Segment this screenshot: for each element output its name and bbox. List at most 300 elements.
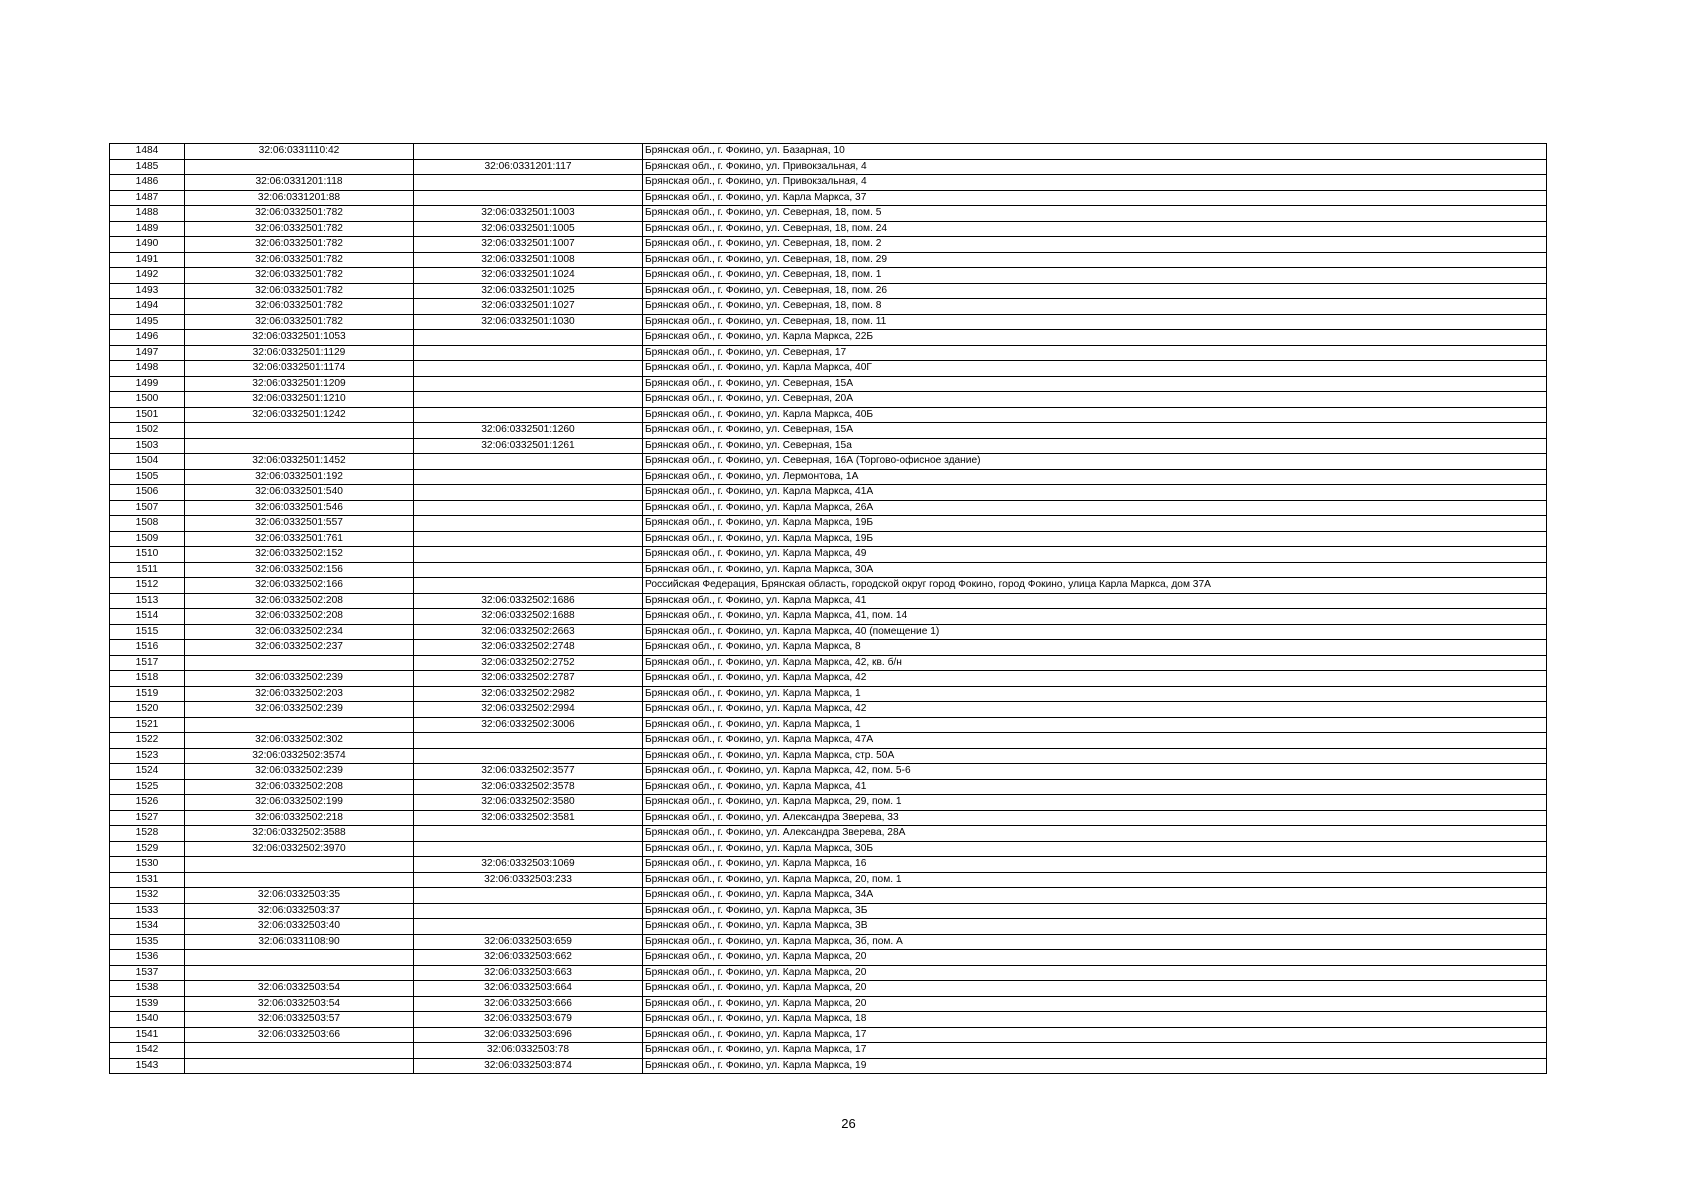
table-row <box>110 299 1547 315</box>
row-number-cell: 1527 <box>110 810 185 826</box>
building-cadastral-number-cell <box>414 345 643 361</box>
land-cadastral-number-cell: 32:06:0332503:66 <box>185 1027 414 1043</box>
building-cadastral-number-cell <box>414 485 643 501</box>
building-cadastral-number-cell: 32:06:0332501:1027 <box>414 299 643 315</box>
address-cell: Брянская обл., г. Фокино, ул. Карла Маркса, 20 <box>643 981 1547 997</box>
land-cadastral-number-cell: 32:06:0332501:1210 <box>185 392 414 408</box>
table-row <box>110 748 1547 764</box>
table-row <box>110 655 1547 671</box>
land-cadastral-number-cell: 32:06:0332501:782 <box>185 252 414 268</box>
address-cell: Брянская обл., г. Фокино, ул. Привокзальная, 4 <box>643 159 1547 175</box>
land-cadastral-number-cell: 32:06:0332501:1242 <box>185 407 414 423</box>
address-cell: Брянская обл., г. Фокино, ул. Карла Маркса, 29, пом. 1 <box>643 795 1547 811</box>
row-number-cell: 1512 <box>110 578 185 594</box>
table-row <box>110 686 1547 702</box>
address-cell: Брянская обл., г. Фокино, ул. Карла Маркса, 3Б <box>643 903 1547 919</box>
address-cell: Брянская обл., г. Фокино, ул. Карла Маркса, 41А <box>643 485 1547 501</box>
building-cadastral-number-cell: 32:06:0332503:874 <box>414 1058 643 1074</box>
row-number-cell: 1534 <box>110 919 185 935</box>
address-cell: Брянская обл., г. Фокино, ул. Северная, 18, пом. 29 <box>643 252 1547 268</box>
address-cell: Брянская обл., г. Фокино, ул. Северная, 15А <box>643 376 1547 392</box>
table-row <box>110 826 1547 842</box>
row-number-cell: 1521 <box>110 717 185 733</box>
land-cadastral-number-cell: 32:06:0332503:37 <box>185 903 414 919</box>
row-number-cell: 1503 <box>110 438 185 454</box>
building-cadastral-number-cell <box>414 578 643 594</box>
building-cadastral-number-cell: 32:06:0332503:679 <box>414 1012 643 1028</box>
row-number-cell: 1538 <box>110 981 185 997</box>
row-number-cell: 1522 <box>110 733 185 749</box>
address-cell: Брянская обл., г. Фокино, ул. Карла Маркса, 18 <box>643 1012 1547 1028</box>
address-cell: Брянская обл., г. Фокино, ул. Карла Маркса, 3В <box>643 919 1547 935</box>
land-cadastral-number-cell: 32:06:0332503:54 <box>185 996 414 1012</box>
building-cadastral-number-cell <box>414 175 643 191</box>
land-cadastral-number-cell: 32:06:0332501:557 <box>185 516 414 532</box>
address-cell: Брянская обл., г. Фокино, ул. Карла Маркса, 16 <box>643 857 1547 873</box>
address-cell: Брянская обл., г. Фокино, ул. Карла Маркса, 40Г <box>643 361 1547 377</box>
table-row <box>110 934 1547 950</box>
table-row <box>110 810 1547 826</box>
row-number-cell: 1491 <box>110 252 185 268</box>
land-cadastral-number-cell: 32:06:0332502:237 <box>185 640 414 656</box>
land-cadastral-number-cell: 32:06:0332502:3588 <box>185 826 414 842</box>
land-cadastral-number-cell: 32:06:0331201:88 <box>185 190 414 206</box>
address-cell: Брянская обл., г. Фокино, ул. Северная, 18, пом. 1 <box>643 268 1547 284</box>
address-cell: Брянская обл., г. Фокино, ул. Привокзальная, 4 <box>643 175 1547 191</box>
land-cadastral-number-cell: 32:06:0332503:35 <box>185 888 414 904</box>
row-number-cell: 1526 <box>110 795 185 811</box>
land-cadastral-number-cell <box>185 717 414 733</box>
row-number-cell: 1490 <box>110 237 185 253</box>
table-row <box>110 314 1547 330</box>
table-row <box>110 702 1547 718</box>
land-cadastral-number-cell: 32:06:0332501:782 <box>185 237 414 253</box>
building-cadastral-number-cell: 32:06:0332503:233 <box>414 872 643 888</box>
land-cadastral-number-cell <box>185 1058 414 1074</box>
building-cadastral-number-cell: 32:06:0332501:1003 <box>414 206 643 222</box>
row-number-cell: 1528 <box>110 826 185 842</box>
row-number-cell: 1502 <box>110 423 185 439</box>
address-cell: Брянская обл., г. Фокино, ул. Карла Маркса, 1 <box>643 686 1547 702</box>
address-cell: Брянская обл., г. Фокино, ул. Карла Маркса, 42, пом. 5-6 <box>643 764 1547 780</box>
table-row <box>110 330 1547 346</box>
table-row <box>110 1043 1547 1059</box>
address-cell: Брянская обл., г. Фокино, ул. Карла Маркса, стр. 50А <box>643 748 1547 764</box>
table-row <box>110 237 1547 253</box>
address-cell: Брянская обл., г. Фокино, ул. Александра Зверева, 33 <box>643 810 1547 826</box>
address-cell: Брянская обл., г. Фокино, ул. Северная, 18, пом. 5 <box>643 206 1547 222</box>
table-row <box>110 190 1547 206</box>
building-cadastral-number-cell <box>414 454 643 470</box>
building-cadastral-number-cell <box>414 190 643 206</box>
row-number-cell: 1485 <box>110 159 185 175</box>
building-cadastral-number-cell: 32:06:0332501:1260 <box>414 423 643 439</box>
building-cadastral-number-cell <box>414 547 643 563</box>
table-row <box>110 671 1547 687</box>
building-cadastral-number-cell <box>414 376 643 392</box>
land-cadastral-number-cell: 32:06:0332501:546 <box>185 500 414 516</box>
building-cadastral-number-cell: 32:06:0332501:1030 <box>414 314 643 330</box>
land-cadastral-number-cell: 32:06:0332501:782 <box>185 314 414 330</box>
row-number-cell: 1498 <box>110 361 185 377</box>
table-row <box>110 624 1547 640</box>
row-number-cell: 1523 <box>110 748 185 764</box>
row-number-cell: 1489 <box>110 221 185 237</box>
building-cadastral-number-cell <box>414 531 643 547</box>
address-cell: Брянская обл., г. Фокино, ул. Карла Маркса, 49 <box>643 547 1547 563</box>
row-number-cell: 1514 <box>110 609 185 625</box>
table-row <box>110 996 1547 1012</box>
land-cadastral-number-cell: 32:06:0332501:761 <box>185 531 414 547</box>
row-number-cell: 1486 <box>110 175 185 191</box>
land-cadastral-number-cell: 32:06:0332502:239 <box>185 671 414 687</box>
row-number-cell: 1524 <box>110 764 185 780</box>
row-number-cell: 1541 <box>110 1027 185 1043</box>
building-cadastral-number-cell: 32:06:0332503:1069 <box>414 857 643 873</box>
table-row <box>110 593 1547 609</box>
table-row <box>110 640 1547 656</box>
table-row <box>110 392 1547 408</box>
address-cell: Брянская обл., г. Фокино, ул. Карла Маркса, 40 (помещение 1) <box>643 624 1547 640</box>
land-cadastral-number-cell: 32:06:0332502:302 <box>185 733 414 749</box>
row-number-cell: 1542 <box>110 1043 185 1059</box>
land-cadastral-number-cell: 32:06:0332502:239 <box>185 702 414 718</box>
row-number-cell: 1488 <box>110 206 185 222</box>
property-table <box>109 143 1547 1074</box>
row-number-cell: 1519 <box>110 686 185 702</box>
table-row <box>110 903 1547 919</box>
land-cadastral-number-cell: 32:06:0332501:1129 <box>185 345 414 361</box>
land-cadastral-number-cell <box>185 159 414 175</box>
address-cell: Брянская обл., г. Фокино, ул. Карла Маркса, 30А <box>643 562 1547 578</box>
address-cell: Брянская обл., г. Фокино, ул. Карла Маркса, 17 <box>643 1027 1547 1043</box>
row-number-cell: 1500 <box>110 392 185 408</box>
address-cell: Брянская обл., г. Фокино, ул. Карла Маркса, 40Б <box>643 407 1547 423</box>
building-cadastral-number-cell: 32:06:0332501:1005 <box>414 221 643 237</box>
row-number-cell: 1494 <box>110 299 185 315</box>
land-cadastral-number-cell: 32:06:0332502:208 <box>185 593 414 609</box>
land-cadastral-number-cell: 32:06:0332502:156 <box>185 562 414 578</box>
table-row <box>110 516 1547 532</box>
address-cell: Брянская обл., г. Фокино, ул. Карла Маркса, 42 <box>643 671 1547 687</box>
address-cell: Брянская обл., г. Фокино, ул. Карла Маркса, 20 <box>643 965 1547 981</box>
table-body <box>110 144 1547 1074</box>
building-cadastral-number-cell <box>414 144 643 160</box>
building-cadastral-number-cell <box>414 826 643 842</box>
land-cadastral-number-cell: 32:06:0331110:42 <box>185 144 414 160</box>
table-row <box>110 159 1547 175</box>
table-row <box>110 531 1547 547</box>
address-cell: Брянская обл., г. Фокино, ул. Карла Маркса, 41 <box>643 593 1547 609</box>
address-cell: Брянская обл., г. Фокино, ул. Базарная, 10 <box>643 144 1547 160</box>
table-row <box>110 981 1547 997</box>
address-cell: Российская Федерация, Брянская область, городской округ город Фокино, город Фокино, улица Карла Маркса, дом 37А <box>643 578 1547 594</box>
address-cell: Брянская обл., г. Фокино, ул. Северная, 15а <box>643 438 1547 454</box>
row-number-cell: 1540 <box>110 1012 185 1028</box>
row-number-cell: 1516 <box>110 640 185 656</box>
land-cadastral-number-cell: 32:06:0332501:782 <box>185 221 414 237</box>
table-row <box>110 733 1547 749</box>
table-row <box>110 795 1547 811</box>
row-number-cell: 1543 <box>110 1058 185 1074</box>
table-row <box>110 454 1547 470</box>
building-cadastral-number-cell: 32:06:0332502:2982 <box>414 686 643 702</box>
land-cadastral-number-cell <box>185 857 414 873</box>
building-cadastral-number-cell: 32:06:0332501:1007 <box>414 237 643 253</box>
row-number-cell: 1496 <box>110 330 185 346</box>
table-row <box>110 919 1547 935</box>
land-cadastral-number-cell: 32:06:0332502:203 <box>185 686 414 702</box>
building-cadastral-number-cell: 32:06:0332501:1024 <box>414 268 643 284</box>
table-row <box>110 779 1547 795</box>
building-cadastral-number-cell <box>414 919 643 935</box>
table-row <box>110 841 1547 857</box>
land-cadastral-number-cell <box>185 438 414 454</box>
building-cadastral-number-cell: 32:06:0332503:696 <box>414 1027 643 1043</box>
land-cadastral-number-cell <box>185 965 414 981</box>
building-cadastral-number-cell: 32:06:0331201:117 <box>414 159 643 175</box>
address-cell: Брянская обл., г. Фокино, ул. Карла Маркса, 26А <box>643 500 1547 516</box>
address-cell: Брянская обл., г. Фокино, ул. Северная, 15А <box>643 423 1547 439</box>
row-number-cell: 1510 <box>110 547 185 563</box>
table-row <box>110 764 1547 780</box>
land-cadastral-number-cell: 32:06:0332503:54 <box>185 981 414 997</box>
land-cadastral-number-cell: 32:06:0332502:239 <box>185 764 414 780</box>
land-cadastral-number-cell: 32:06:0332503:40 <box>185 919 414 935</box>
building-cadastral-number-cell: 32:06:0332503:666 <box>414 996 643 1012</box>
row-number-cell: 1487 <box>110 190 185 206</box>
row-number-cell: 1495 <box>110 314 185 330</box>
building-cadastral-number-cell: 32:06:0332502:3006 <box>414 717 643 733</box>
land-cadastral-number-cell: 32:06:0332503:57 <box>185 1012 414 1028</box>
address-cell: Брянская обл., г. Фокино, ул. Карла Маркса, 30Б <box>643 841 1547 857</box>
table-row <box>110 1027 1547 1043</box>
row-number-cell: 1499 <box>110 376 185 392</box>
land-cadastral-number-cell: 32:06:0332501:1452 <box>185 454 414 470</box>
land-cadastral-number-cell: 32:06:0332502:152 <box>185 547 414 563</box>
building-cadastral-number-cell <box>414 903 643 919</box>
building-cadastral-number-cell <box>414 733 643 749</box>
table-row <box>110 175 1547 191</box>
table-row <box>110 872 1547 888</box>
table-row <box>110 1012 1547 1028</box>
row-number-cell: 1513 <box>110 593 185 609</box>
row-number-cell: 1532 <box>110 888 185 904</box>
address-cell: Брянская обл., г. Фокино, ул. Северная, 20А <box>643 392 1547 408</box>
row-number-cell: 1501 <box>110 407 185 423</box>
address-cell: Брянская обл., г. Фокино, ул. Северная, 18, пом. 8 <box>643 299 1547 315</box>
address-cell: Брянская обл., г. Фокино, ул. Карла Маркса, 20 <box>643 996 1547 1012</box>
address-cell: Брянская обл., г. Фокино, ул. Северная, 16А (Торгово-офисное здание) <box>643 454 1547 470</box>
table-row <box>110 361 1547 377</box>
row-number-cell: 1520 <box>110 702 185 718</box>
land-cadastral-number-cell: 32:06:0332501:782 <box>185 299 414 315</box>
address-cell: Брянская обл., г. Фокино, ул. Карла Маркса, 42, кв. б/н <box>643 655 1547 671</box>
table-row <box>110 1058 1547 1074</box>
building-cadastral-number-cell: 32:06:0332502:3581 <box>414 810 643 826</box>
row-number-cell: 1535 <box>110 934 185 950</box>
table-row <box>110 345 1547 361</box>
address-cell: Брянская обл., г. Фокино, ул. Карла Маркса, 42 <box>643 702 1547 718</box>
table-row <box>110 438 1547 454</box>
building-cadastral-number-cell <box>414 516 643 532</box>
table-row <box>110 857 1547 873</box>
row-number-cell: 1511 <box>110 562 185 578</box>
land-cadastral-number-cell <box>185 655 414 671</box>
building-cadastral-number-cell: 32:06:0332502:1686 <box>414 593 643 609</box>
building-cadastral-number-cell: 32:06:0332502:2663 <box>414 624 643 640</box>
land-cadastral-number-cell: 32:06:0332501:540 <box>185 485 414 501</box>
land-cadastral-number-cell <box>185 950 414 966</box>
table-row <box>110 578 1547 594</box>
address-cell: Брянская обл., г. Фокино, ул. Карла Маркса, 41, пом. 14 <box>643 609 1547 625</box>
row-number-cell: 1539 <box>110 996 185 1012</box>
building-cadastral-number-cell <box>414 361 643 377</box>
row-number-cell: 1533 <box>110 903 185 919</box>
building-cadastral-number-cell <box>414 748 643 764</box>
building-cadastral-number-cell <box>414 469 643 485</box>
building-cadastral-number-cell: 32:06:0332502:2994 <box>414 702 643 718</box>
address-cell: Брянская обл., г. Фокино, ул. Карла Маркса, 20, пом. 1 <box>643 872 1547 888</box>
address-cell: Брянская обл., г. Фокино, ул. Александра Зверева, 28А <box>643 826 1547 842</box>
land-cadastral-number-cell: 32:06:0332502:3574 <box>185 748 414 764</box>
row-number-cell: 1497 <box>110 345 185 361</box>
row-number-cell: 1537 <box>110 965 185 981</box>
address-cell: Брянская обл., г. Фокино, ул. Северная, 18, пом. 24 <box>643 221 1547 237</box>
land-cadastral-number-cell: 32:06:0332501:1174 <box>185 361 414 377</box>
address-cell: Брянская обл., г. Фокино, ул. Карла Маркса, 20 <box>643 950 1547 966</box>
land-cadastral-number-cell <box>185 1043 414 1059</box>
address-cell: Брянская обл., г. Фокино, ул. Карла Маркса, 8 <box>643 640 1547 656</box>
building-cadastral-number-cell <box>414 888 643 904</box>
address-cell: Брянская обл., г. Фокино, ул. Северная, 18, пом. 11 <box>643 314 1547 330</box>
row-number-cell: 1515 <box>110 624 185 640</box>
table-row <box>110 283 1547 299</box>
land-cadastral-number-cell: 32:06:0332502:3970 <box>185 841 414 857</box>
table-row <box>110 888 1547 904</box>
table-row <box>110 965 1547 981</box>
table-row <box>110 206 1547 222</box>
row-number-cell: 1509 <box>110 531 185 547</box>
row-number-cell: 1493 <box>110 283 185 299</box>
table-row <box>110 268 1547 284</box>
building-cadastral-number-cell <box>414 407 643 423</box>
table-row <box>110 950 1547 966</box>
building-cadastral-number-cell <box>414 392 643 408</box>
table-row <box>110 485 1547 501</box>
building-cadastral-number-cell: 32:06:0332501:1008 <box>414 252 643 268</box>
row-number-cell: 1505 <box>110 469 185 485</box>
land-cadastral-number-cell <box>185 872 414 888</box>
row-number-cell: 1517 <box>110 655 185 671</box>
building-cadastral-number-cell: 32:06:0332502:2748 <box>414 640 643 656</box>
land-cadastral-number-cell: 32:06:0332501:782 <box>185 206 414 222</box>
address-cell: Брянская обл., г. Фокино, ул. Карла Маркса, 47А <box>643 733 1547 749</box>
land-cadastral-number-cell: 32:06:0332502:166 <box>185 578 414 594</box>
page-number: 26 <box>841 1116 856 1131</box>
table-row <box>110 469 1547 485</box>
building-cadastral-number-cell: 32:06:0332502:3577 <box>414 764 643 780</box>
building-cadastral-number-cell: 32:06:0332503:662 <box>414 950 643 966</box>
land-cadastral-number-cell: 32:06:0332501:782 <box>185 283 414 299</box>
address-cell: Брянская обл., г. Фокино, ул. Карла Маркса, 3б, пом. А <box>643 934 1547 950</box>
row-number-cell: 1536 <box>110 950 185 966</box>
address-cell: Брянская обл., г. Фокино, ул. Карла Маркса, 19 <box>643 1058 1547 1074</box>
building-cadastral-number-cell: 32:06:0332502:2752 <box>414 655 643 671</box>
row-number-cell: 1507 <box>110 500 185 516</box>
land-cadastral-number-cell: 32:06:0331108:90 <box>185 934 414 950</box>
building-cadastral-number-cell: 32:06:0332501:1261 <box>414 438 643 454</box>
table-row <box>110 252 1547 268</box>
land-cadastral-number-cell: 32:06:0332502:208 <box>185 779 414 795</box>
row-number-cell: 1525 <box>110 779 185 795</box>
building-cadastral-number-cell: 32:06:0332502:3578 <box>414 779 643 795</box>
land-cadastral-number-cell: 32:06:0332501:1053 <box>185 330 414 346</box>
row-number-cell: 1504 <box>110 454 185 470</box>
row-number-cell: 1506 <box>110 485 185 501</box>
row-number-cell: 1508 <box>110 516 185 532</box>
row-number-cell: 1529 <box>110 841 185 857</box>
address-cell: Брянская обл., г. Фокино, ул. Северная, 17 <box>643 345 1547 361</box>
table-row <box>110 407 1547 423</box>
address-cell: Брянская обл., г. Фокино, ул. Карла Маркса, 17 <box>643 1043 1547 1059</box>
address-cell: Брянская обл., г. Фокино, ул. Карла Маркса, 37 <box>643 190 1547 206</box>
land-cadastral-number-cell: 32:06:0332502:234 <box>185 624 414 640</box>
land-cadastral-number-cell: 32:06:0332501:1209 <box>185 376 414 392</box>
land-cadastral-number-cell: 32:06:0332501:782 <box>185 268 414 284</box>
row-number-cell: 1518 <box>110 671 185 687</box>
address-cell: Брянская обл., г. Фокино, ул. Карла Маркса, 34А <box>643 888 1547 904</box>
building-cadastral-number-cell: 32:06:0332503:659 <box>414 934 643 950</box>
table-row <box>110 500 1547 516</box>
table-row <box>110 423 1547 439</box>
row-number-cell: 1492 <box>110 268 185 284</box>
building-cadastral-number-cell: 32:06:0332503:663 <box>414 965 643 981</box>
address-cell: Брянская обл., г. Фокино, ул. Карла Маркса, 19Б <box>643 516 1547 532</box>
land-cadastral-number-cell: 32:06:0332501:192 <box>185 469 414 485</box>
table-row <box>110 609 1547 625</box>
building-cadastral-number-cell: 32:06:0332501:1025 <box>414 283 643 299</box>
table-row <box>110 562 1547 578</box>
building-cadastral-number-cell: 32:06:0332502:3580 <box>414 795 643 811</box>
land-cadastral-number-cell: 32:06:0332502:218 <box>185 810 414 826</box>
address-cell: Брянская обл., г. Фокино, ул. Карла Маркса, 22Б <box>643 330 1547 346</box>
building-cadastral-number-cell <box>414 841 643 857</box>
table-row <box>110 144 1547 160</box>
table-row <box>110 376 1547 392</box>
address-cell: Брянская обл., г. Фокино, ул. Карла Маркса, 41 <box>643 779 1547 795</box>
table-row <box>110 221 1547 237</box>
building-cadastral-number-cell: 32:06:0332502:2787 <box>414 671 643 687</box>
address-cell: Брянская обл., г. Фокино, ул. Карла Маркса, 1 <box>643 717 1547 733</box>
land-cadastral-number-cell: 32:06:0332502:208 <box>185 609 414 625</box>
address-cell: Брянская обл., г. Фокино, ул. Лермонтова, 1А <box>643 469 1547 485</box>
building-cadastral-number-cell <box>414 330 643 346</box>
building-cadastral-number-cell: 32:06:0332503:78 <box>414 1043 643 1059</box>
land-cadastral-number-cell <box>185 423 414 439</box>
building-cadastral-number-cell <box>414 562 643 578</box>
address-cell: Брянская обл., г. Фокино, ул. Северная, 18, пом. 2 <box>643 237 1547 253</box>
table-row <box>110 717 1547 733</box>
address-cell: Брянская обл., г. Фокино, ул. Карла Маркса, 19Б <box>643 531 1547 547</box>
building-cadastral-number-cell: 32:06:0332502:1688 <box>414 609 643 625</box>
address-cell: Брянская обл., г. Фокино, ул. Северная, 18, пом. 26 <box>643 283 1547 299</box>
land-cadastral-number-cell: 32:06:0331201:118 <box>185 175 414 191</box>
row-number-cell: 1484 <box>110 144 185 160</box>
building-cadastral-number-cell: 32:06:0332503:664 <box>414 981 643 997</box>
row-number-cell: 1530 <box>110 857 185 873</box>
building-cadastral-number-cell <box>414 500 643 516</box>
